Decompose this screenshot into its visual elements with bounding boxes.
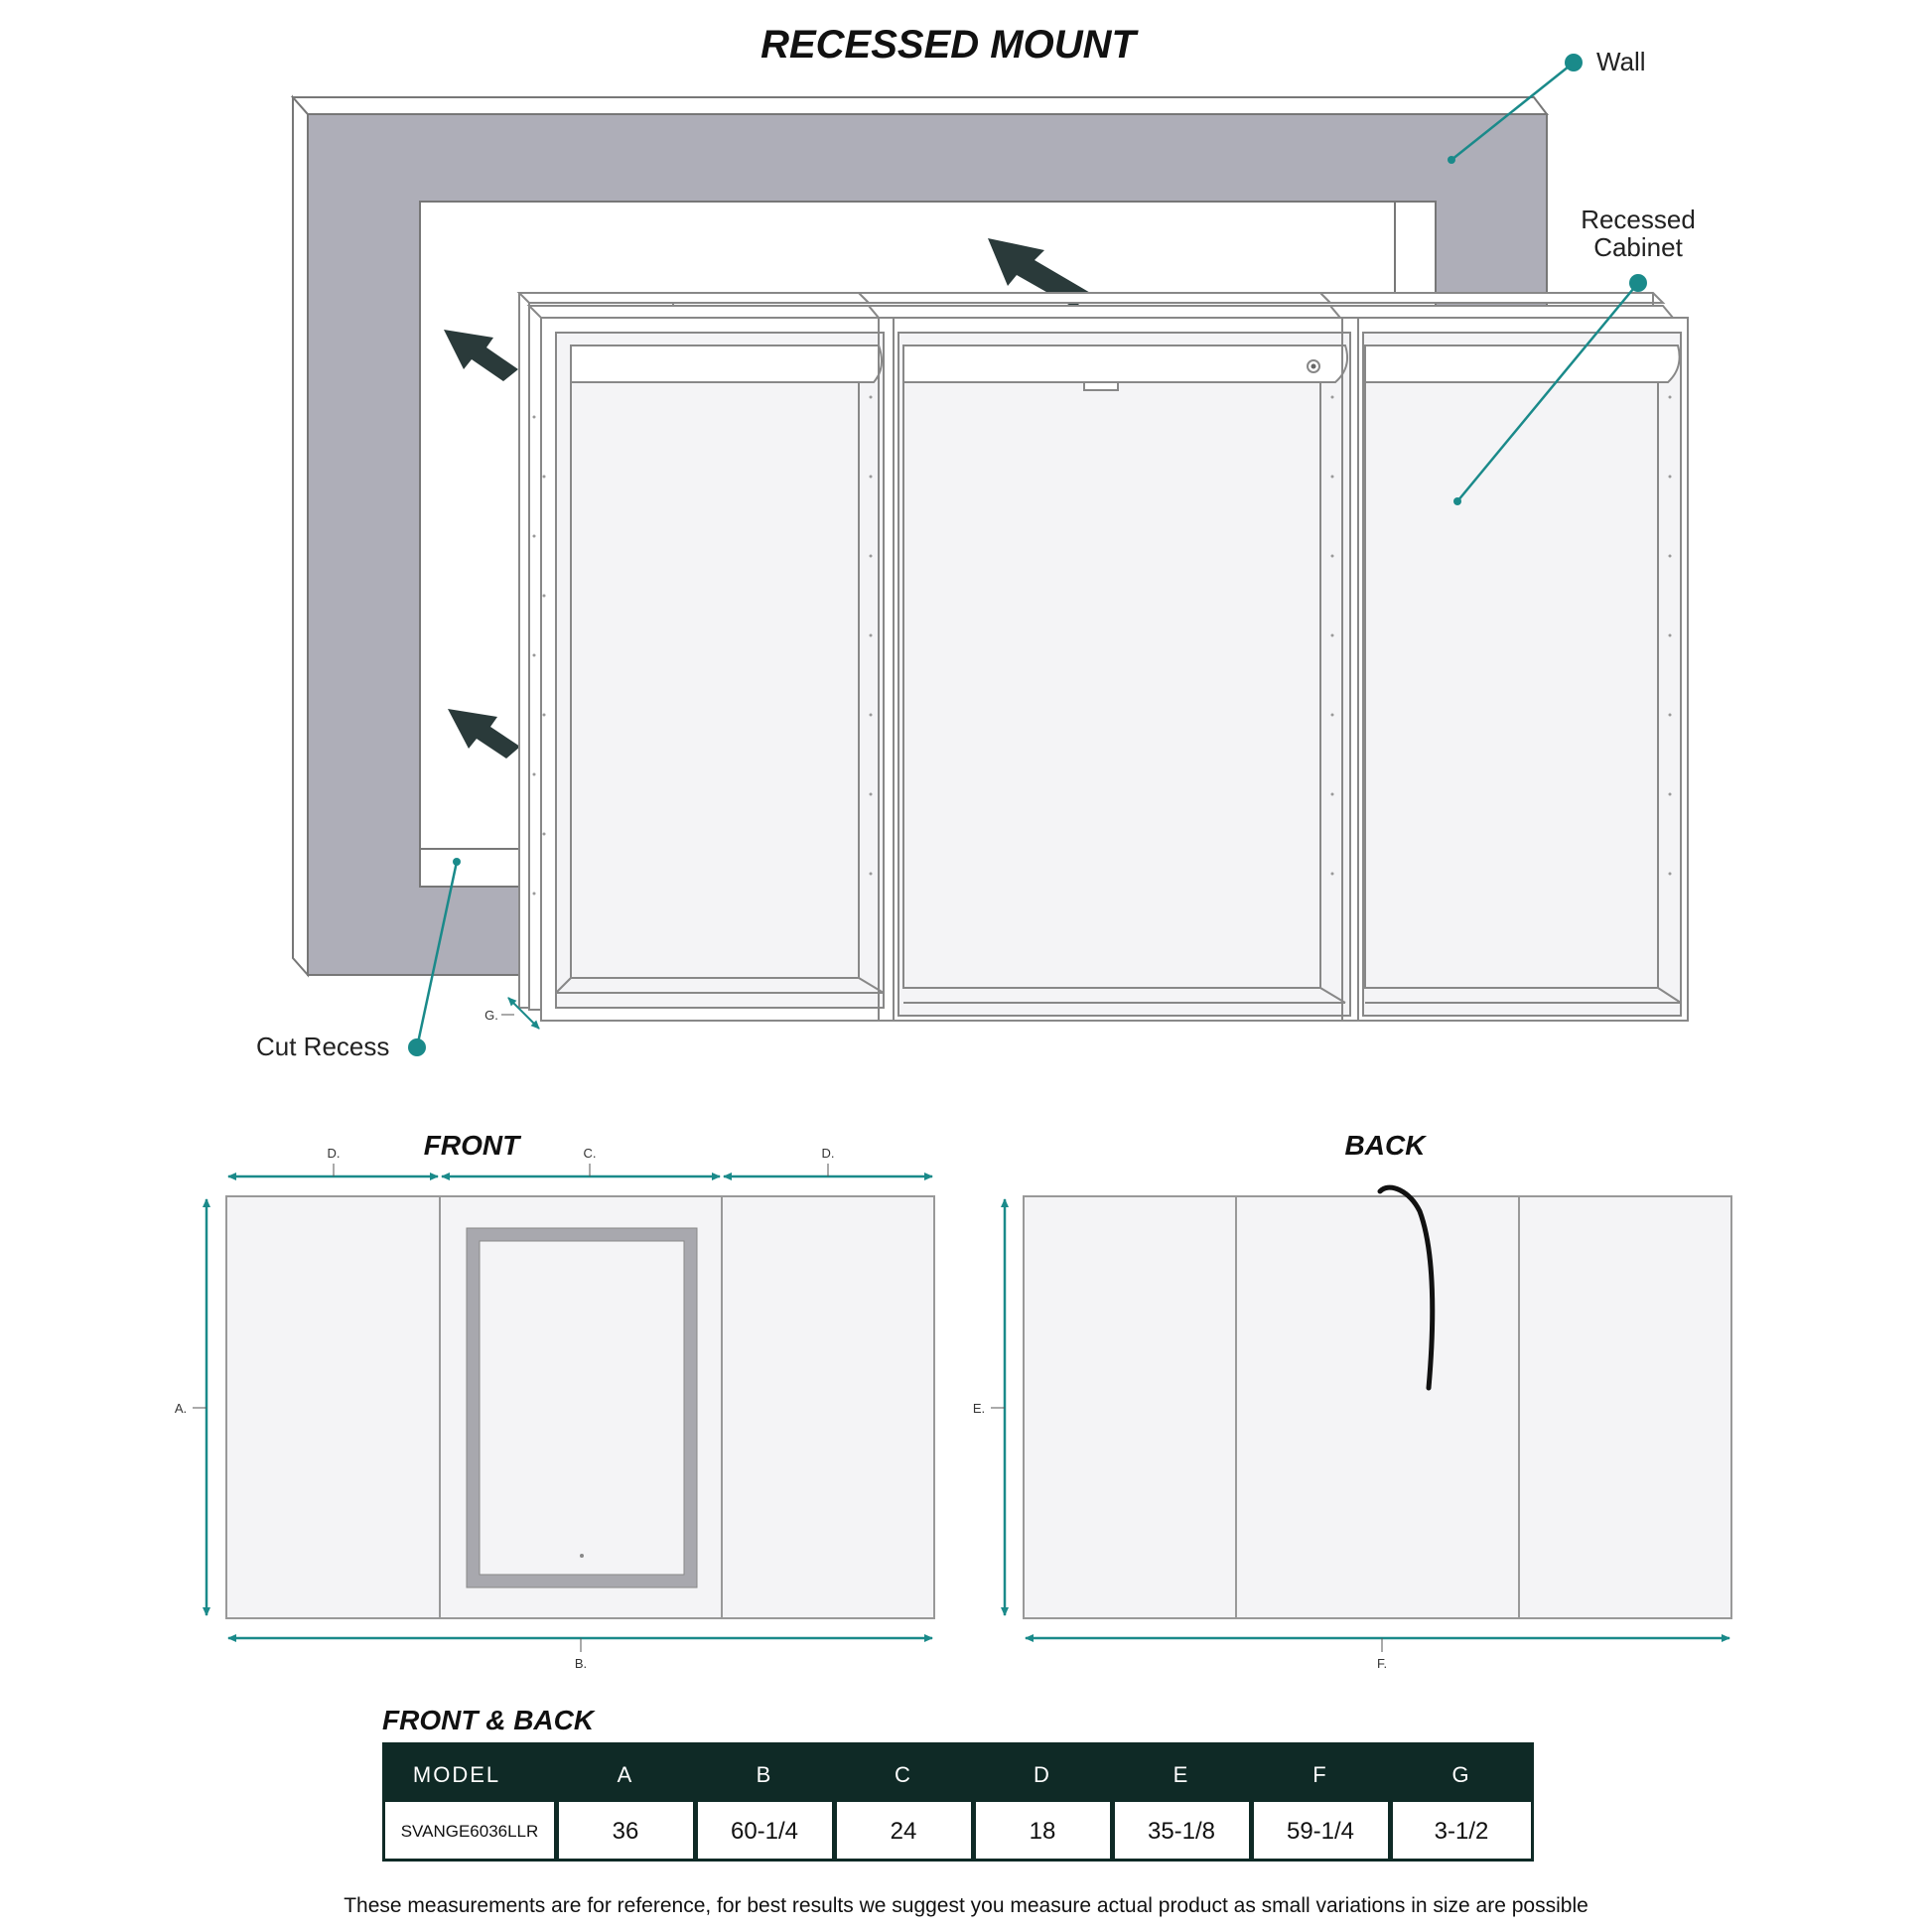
callout-cut-recess-label: Cut Recess — [256, 1032, 390, 1061]
callout-cabinet-line2: Cabinet — [1593, 232, 1683, 262]
table-header-b: B — [756, 1762, 773, 1787]
table-header-e: E — [1173, 1762, 1190, 1787]
footnote: These measurements are for reference, for best results we suggest you measure actual product as small variations in size are possible — [344, 1894, 1588, 1917]
dim-label-b: B. — [574, 1656, 588, 1671]
dim-label-d-left: D. — [327, 1146, 341, 1161]
table-header-a: A — [617, 1762, 634, 1787]
table-cell-g: 3-1/2 — [1434, 1818, 1489, 1845]
table-cell-c: 24 — [890, 1818, 917, 1845]
front-mirror-glass — [480, 1241, 684, 1575]
back-view — [1024, 1187, 1731, 1618]
dim-label-e: E. — [972, 1401, 986, 1416]
front-title: FRONT — [423, 1130, 520, 1161]
callout-wall-label: Wall — [1596, 47, 1646, 76]
table-title: FRONT & BACK — [382, 1705, 595, 1735]
dim-label-f: F. — [1376, 1656, 1388, 1671]
table-cell-a: 36 — [612, 1818, 639, 1845]
measurement-table — [382, 1742, 1534, 1862]
table-cell-e: 35-1/8 — [1147, 1818, 1216, 1845]
table-cell-d: 18 — [1029, 1818, 1056, 1845]
table-header-g: G — [1451, 1762, 1471, 1787]
table-header-model: MODEL — [412, 1762, 501, 1787]
back-title: BACK — [1344, 1130, 1426, 1161]
table-cell-b: 60-1/4 — [730, 1818, 799, 1845]
callout-cabinet-line1: Recessed — [1581, 205, 1696, 234]
dim-label-a: A. — [174, 1401, 188, 1416]
dim-label-c: C. — [583, 1146, 597, 1161]
table-cell-model: SVANGE6036LLR — [400, 1822, 539, 1841]
touch-sensor-icon — [580, 1554, 584, 1558]
table-header-c: C — [895, 1762, 912, 1787]
dim-label-g: G. — [484, 1008, 498, 1023]
table-header-d: D — [1034, 1762, 1051, 1787]
recessed-cabinet — [519, 293, 1688, 1021]
table-cell-f: 59-1/4 — [1286, 1818, 1355, 1845]
dim-label-d-right: D. — [821, 1146, 835, 1161]
front-view — [226, 1196, 934, 1618]
table-header-f: F — [1312, 1762, 1328, 1787]
main-title: RECESSED MOUNT — [760, 23, 1136, 67]
